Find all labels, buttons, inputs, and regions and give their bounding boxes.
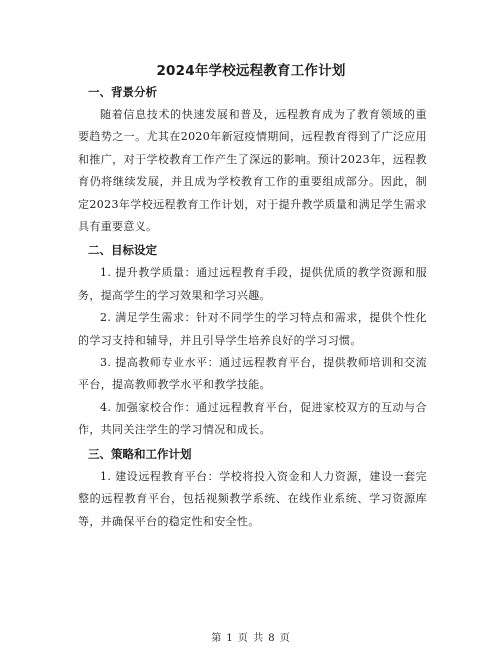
paragraph: 1. 建设远程教育平台：学校将投入资金和人力资源，建设一套完整的远程教育平台，包括视频教学系统、在线作业系统、学习资源库等，并确保平台的稳定性和安全性。 xyxy=(78,469,427,528)
section-heading: 三、策略和工作计划 xyxy=(88,446,192,461)
paragraph: 随着信息技术的快速发展和普及，远程教育成为了教育领域的重要趋势之一。尤其在2020年新冠疫情期间，远程教育得到了广泛应用和推广，对于学校教育工作产生了深远的影响。预计2023年，远程教育仍将继续发展，并且成为学校教育工作的重要组成部分。因此，制定2023年学校远程教育工作计划，对于提升教学质量和满足学生需求具有重要意义。 xyxy=(78,108,427,234)
paragraph: 4. 加强家校合作：通过远程教育平台，促进家校双方的互动与合作，共同关注学生的学习情况和成长。 xyxy=(78,400,427,437)
section-goals xyxy=(78,238,427,441)
page-number-footer: 第 1 页 共 8 页 xyxy=(211,633,291,644)
section-strategy xyxy=(78,442,427,533)
section-background xyxy=(78,80,427,238)
paragraph: 2. 满足学生需求：针对不同学生的学习特点和需求，提供个性化的学习支持和辅导，并且引导学生培养良好的学习习惯。 xyxy=(78,311,427,347)
paragraph: 1. 提升教学质量：通过远程教育手段，提供优质的教学资源和服务，提高学生的学习效果和学习兴趣。 xyxy=(78,266,427,302)
section-heading: 一、背景分析 xyxy=(88,85,157,99)
section-heading: 二、目标设定 xyxy=(88,243,157,258)
document-title: 2024年学校远程教育工作计划 xyxy=(156,63,346,79)
document-body xyxy=(78,80,427,533)
paragraph: 3. 提高教师专业水平：通过远程教育平台，提供教师培训和交流平台，提高教师教学水平和教学技能。 xyxy=(78,356,427,392)
